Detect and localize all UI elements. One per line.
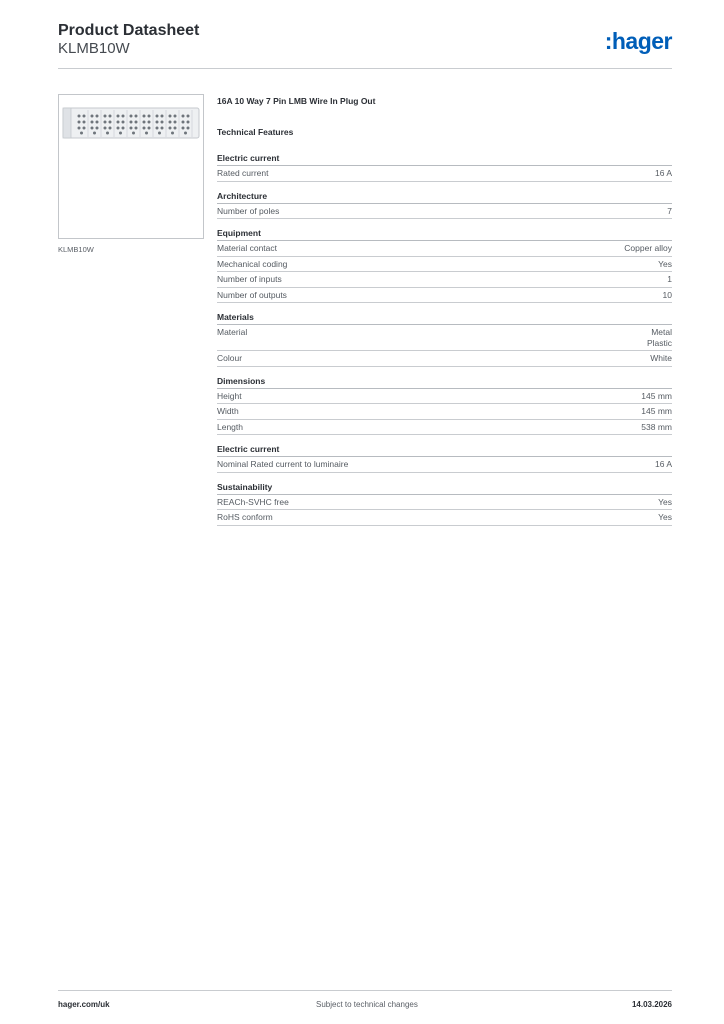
feature-label: Number of inputs xyxy=(217,274,282,284)
feature-row xyxy=(217,257,672,273)
technical-features-heading: Technical Features xyxy=(217,127,294,137)
section-title: Electric current xyxy=(217,152,672,166)
page-title: Product Datasheet xyxy=(58,22,200,39)
feature-value-line: 7 xyxy=(667,205,672,216)
feature-row xyxy=(217,351,672,367)
feature-label: Mechanical coding xyxy=(217,258,288,269)
feature-row xyxy=(217,241,672,257)
feature-label: Material contact xyxy=(217,243,277,253)
feature-value xyxy=(650,353,672,364)
feature-section xyxy=(217,375,672,436)
feature-section xyxy=(217,152,672,182)
feature-row xyxy=(217,166,672,182)
feature-row xyxy=(217,325,672,351)
feature-value xyxy=(641,406,672,417)
feature-label: RoHS conform xyxy=(217,512,273,522)
section-title: Equipment xyxy=(217,227,672,241)
feature-label: Width xyxy=(217,406,239,416)
feature-value-line: 16 A xyxy=(654,459,672,469)
feature-label: Number of poles xyxy=(217,205,280,216)
feature-value-line: Yes xyxy=(658,496,672,507)
feature-section xyxy=(217,481,672,526)
product-description: 16A 10 Way 7 Pin LMB Wire In Plug Out xyxy=(217,96,376,106)
feature-value-line: 145 mm xyxy=(641,390,672,401)
feature-row xyxy=(217,272,672,288)
product-image xyxy=(58,94,204,239)
section-title: Dimensions xyxy=(217,375,672,389)
footer-notice: Subject to technical changes xyxy=(316,1000,418,1009)
feature-row xyxy=(217,389,672,405)
feature-value-line: Plastic xyxy=(646,337,672,348)
feature-value xyxy=(663,290,672,301)
feature-value-line: 145 mm xyxy=(641,406,672,416)
section-title: Materials xyxy=(217,311,672,325)
feature-label: Nominal Rated current to luminaire xyxy=(217,459,349,469)
product-photo-icon xyxy=(59,95,203,238)
section-title: Architecture xyxy=(217,190,672,204)
feature-label: Length xyxy=(217,421,243,432)
hager-logo: :hager xyxy=(604,28,672,54)
feature-value-line: 538 mm xyxy=(641,421,672,432)
feature-label: Rated current xyxy=(217,168,269,178)
feature-row xyxy=(217,495,672,511)
section-title: Electric current xyxy=(217,443,672,457)
feature-value-line: Yes xyxy=(658,258,672,269)
technical-content xyxy=(217,95,672,534)
feature-label: Number of outputs xyxy=(217,289,287,300)
feature-row xyxy=(217,404,672,420)
feature-value-line: White xyxy=(650,353,672,363)
feature-row xyxy=(217,457,672,473)
feature-value-line: Metal xyxy=(651,327,672,337)
feature-value xyxy=(647,327,672,348)
feature-label: Material xyxy=(217,327,248,337)
feature-row xyxy=(217,420,672,436)
feature-value-line: 16 A xyxy=(654,168,672,178)
feature-value xyxy=(658,259,672,270)
feature-value xyxy=(667,206,672,217)
feature-section xyxy=(217,311,672,367)
feature-value xyxy=(655,168,672,179)
feature-value xyxy=(641,422,672,433)
feature-value xyxy=(655,459,672,470)
page-header xyxy=(58,20,672,69)
feature-row xyxy=(217,204,672,220)
feature-section xyxy=(217,190,672,220)
footer-date: 14.03.2026 xyxy=(631,1000,672,1009)
feature-sections xyxy=(217,152,672,526)
feature-section xyxy=(217,443,672,473)
image-caption: KLMB10W xyxy=(58,245,94,254)
feature-value-line: Yes xyxy=(658,512,672,522)
feature-label: Colour xyxy=(217,353,243,363)
footer-website: hager.com/uk xyxy=(58,1000,110,1009)
feature-row xyxy=(217,288,672,304)
feature-label: REACh-SVHC free xyxy=(217,496,289,507)
section-title: Sustainability xyxy=(217,481,672,495)
feature-value xyxy=(641,391,672,402)
feature-value xyxy=(624,243,672,254)
feature-value-line: 1 xyxy=(667,274,672,284)
feature-value xyxy=(658,497,672,508)
page-footer xyxy=(58,990,672,1018)
feature-row xyxy=(217,510,672,526)
product-code: KLMB10W xyxy=(58,40,130,57)
feature-value xyxy=(658,512,672,523)
feature-value-line: 10 xyxy=(662,289,672,300)
feature-section xyxy=(217,227,672,303)
feature-value-line: Copper alloy xyxy=(624,243,672,253)
feature-value xyxy=(667,274,672,285)
feature-label: Height xyxy=(217,390,242,401)
